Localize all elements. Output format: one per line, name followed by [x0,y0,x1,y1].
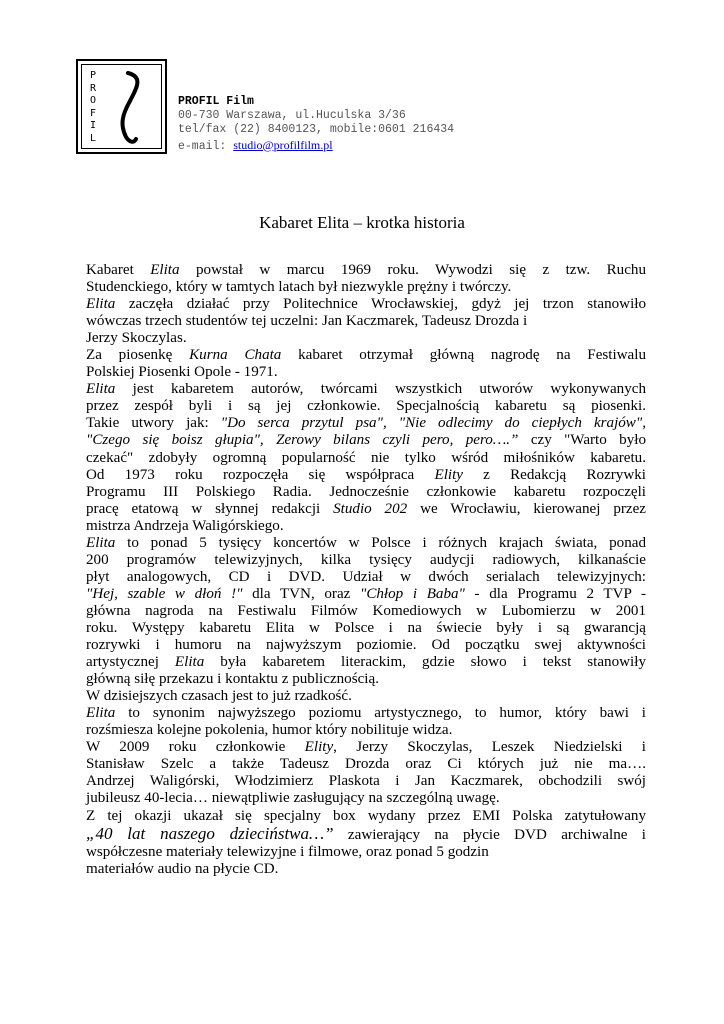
italic-run: "Czego się boisz głupia", Zerowy bilans czyli pero, pero….” [86,432,519,449]
text-run: roku. Występy kabaretu Elita w Polsce i na świecie były i są gwarancją [86,619,646,636]
text-run: Od 1973 roku rozpoczęła się współpraca [86,466,435,483]
text-run: kabaret otrzymał główną nagrodę na Festiwalu [281,347,646,364]
body-line [86,773,646,790]
italic-run: Elita [86,381,116,398]
text-run: czy "Warto było [518,432,647,449]
text-run: W 2009 roku członkowie [86,739,305,756]
body-line [86,654,646,671]
text-run: to ponad 5 tysięcy koncertów w Polsce i różnych krajach świata, ponad [115,534,646,551]
text-run: powstał w marcu 1969 roku. Wywodzi się z tzw. Ruchu [179,262,646,278]
text-run: we Wrocławiu, kierowanej przez [407,500,646,517]
body-line [86,844,646,861]
text-run: pracę etatową w słynnej redakcji [86,500,334,517]
text-run: zaczęła działać przy Politechnice Wrocławskiej, gdyż jej trzon stanowiło [115,296,646,313]
italic-run: "Chłop i Baba" [359,585,465,602]
body-line [86,739,646,756]
italic-run: Elita [86,705,116,722]
italic-run: Kurna Chata [189,347,282,364]
body-line [86,364,646,381]
text-run: główną siłę przekazu i kontaktu z publicznością. [86,671,379,688]
italic-run: Elity [434,466,463,483]
quoted-title-run: „40 lat naszego dzieciństwa…” [86,823,334,843]
email-label: e-mail: [178,139,234,153]
text-run: rozśmiesza kolejne pokolenia, humor który nobilituje widza. [86,722,453,739]
company-email-line [178,138,454,154]
text-run: główna nagroda na Festiwalu Filmów Komediowych w Lubomierzu w 2001 [86,602,646,619]
body-line [86,279,646,296]
logo-letter: I [89,120,97,131]
text-run: Andrzej Waligórski, Włodzimierz Plaskota i Jan Kaczmarek, obchodzili swój [86,773,646,790]
text-run: materiałów audio na płycie CD. [86,860,279,877]
body-line [86,569,646,586]
body-line [86,484,646,501]
text-run: , Jerzy Skoczylas, Leszek Niedzielski i [333,739,646,756]
page-title: Kabaret Elita – krotka historia [259,213,465,232]
body-line [86,347,646,364]
body-line [86,603,646,620]
body-line [86,296,646,313]
body-line [86,535,646,552]
text-run: Kabaret [86,262,151,278]
text-run: przez zespół byli i są jej członkowie. Specjalnością kabaretu są piosenki. [86,398,646,415]
body-line [86,586,646,603]
logo-letter: L [89,132,97,144]
body-line [86,790,646,807]
logo-letter: P [89,70,97,81]
italic-run: Studio 202 [333,500,408,517]
company-phones: tel/fax (22) 8400123, mobile:0601 216434 [178,123,455,137]
text-run: Jerzy Skoczylas. [86,330,187,347]
body-line [86,620,646,637]
text-run: dla TVN, oraz [242,585,360,602]
italic-run: Elita [174,654,205,671]
text-run: wówczas trzech studentów tej uczelni: Jan Kaczmarek, Tadeusz Drozda i [86,313,528,330]
body-line [86,808,646,825]
text-run: Studenckiego, który w tamtych latach był niezwykle prężny i twórczy. [86,279,512,296]
text-run: czekać" zdobyły ogromną popularność nie tylko wśród miłośników kabaretu. [86,449,646,466]
text-run: Takie utwory jak: [86,415,221,432]
company-info [178,95,454,154]
text-run: Polskiej Piosenki Opole - 1971. [86,364,278,381]
text-run: była kabaretem literackim, gdzie słowo i tekst stanowiły [204,654,646,671]
company-address: 00-730 Warszawa, ul.Huculska 3/36 [178,109,406,123]
body-line [86,313,646,330]
logo-swirl-icon [114,67,154,147]
body-line [86,415,646,432]
body-line [86,501,646,518]
italic-run: Elita [150,262,180,278]
body-line [86,381,646,398]
body-line [86,450,646,467]
body-line [86,671,646,688]
body-line [86,467,646,484]
body-line [86,398,646,415]
text-run: rozrywki i humoru na najwyższym poziomie. Od początku swej aktywności [86,637,646,654]
italic-run: Elita [86,296,116,313]
body-line [86,688,646,705]
text-run: Stanisław Szelc a także Tadeusz Drozda oraz Ci których już nie ma…. [86,756,646,773]
text-run: płyt analogowych, CD i DVD. Udział w dwóch serialach telewizyjnych: [86,568,646,585]
body-line [86,432,646,449]
text-run: Programu III Polskiego Radia. Jednocześnie członkowie kabaretu rozpoczęli [86,483,646,500]
body-line [86,637,646,654]
text-run: współczesne materiały telewizyjne i filmowe, oraz ponad 5 godzin [86,843,489,860]
email-link[interactable]: studio@profilfilm.pl [233,137,333,152]
body-line [86,705,646,722]
logo-letters [87,70,99,145]
body-line [86,825,646,844]
text-run: Za piosenkę [86,347,190,364]
text-run: z Redakcją Rozrywki [462,466,646,483]
text-run: jest kabaretem autorów, twórcami wszystkich utworów wykonywanych [115,381,646,398]
text-run: mistrza Andrzeja Waligórskiego. [86,517,284,534]
body-line [86,262,646,279]
text-run: zawierający na płycie DVD archiwalne i [333,826,646,843]
italic-run: "Hej, szable w dłoń !" [86,585,243,602]
text-run: - dla Programu 2 TVP - [464,585,647,602]
logo-letter: R [89,82,97,94]
text-run: Z tej okazji ukazał się specjalny box wydany przez EMI Polska zatytułowany [86,807,646,824]
body-line [86,552,646,569]
body-line [86,756,646,773]
body-line [86,861,646,878]
body-line [86,518,646,535]
italic-run: Elita [86,534,116,551]
document-body [86,262,646,878]
company-logo [76,59,167,154]
text-run: jubileusz 40-lecia… niewątpliwie zasługujący na szczególną uwagę. [86,790,500,807]
text-run: W dzisiejszych czasach jest to już rzadkość. [86,688,352,705]
body-line [86,722,646,739]
italic-run: "Do serca przytul psa", "Nie odlecimy do ciepłych krajów", [220,415,646,432]
body-line [86,330,646,347]
italic-run: Elity [304,739,334,756]
logo-letter: O [89,95,97,106]
company-name: PROFIL Film [178,95,254,108]
text-run: 200 programów telewizyjnych, kilka tysięcy audycji radiowych, kilkanaście [86,551,646,568]
text-run: artystycznej [86,654,175,671]
text-run: to synonim najwyższego poziomu artystycznego, to humor, który bawi i [115,705,646,722]
logo-letter: F [89,107,97,119]
